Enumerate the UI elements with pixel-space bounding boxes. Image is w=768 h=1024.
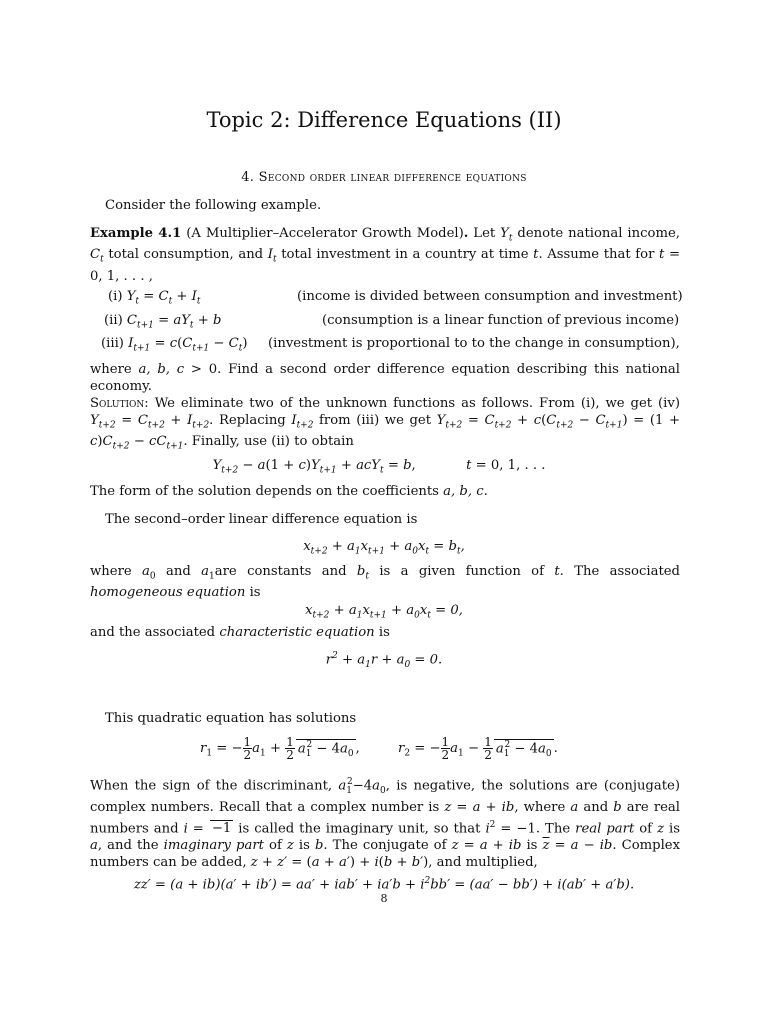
list-item-i: (i) $Y_t = C_t + I_t$ [108, 289, 201, 307]
section-heading: 4. Second order linear difference equations [241, 170, 527, 185]
root-r1: $r_1$ = − $\frac{1}{2}$ $a_1$ + $\frac{1}{2}$ $a_1^2 - 4a_0$ , [200, 735, 360, 762]
example-closing: where a, b, c > 0. Find a second order difference equation describing this national economy. [90, 362, 680, 394]
example-model-name: (A Multiplier–Accelerator Growth Model). [186, 226, 469, 241]
list-item-iii: (iii) $I_{t+1} = c(C_{t+1} - C_t)$ [101, 336, 248, 354]
homogeneous-equation: $x_{t+2} + a_1x_{t+1} + a_0x_t = 0$, [305, 603, 463, 621]
list-item-i-note: (income is divided between consumption and investment) [297, 289, 683, 304]
example-paragraph: Example 4.1 (A Multiplier–Accelerator Growth Model). Let $Y_t$ denote national income, $C_t$ total consumption, and $I_t$ total investment in a country at time t. Assume that for t = 0, 1, . . . , [90, 226, 681, 284]
solution-equation: $Y_{t+2} - a(1 + c)Y_{t+1} + acY_t = b$, t = 0, 1, . . . [212, 458, 546, 476]
homogeneous-term: homogeneous equation [90, 585, 246, 601]
quadratic-intro: This quadratic equation has solutions [105, 711, 357, 726]
solution-equation-range: t = 0, 1, . . . [466, 458, 546, 473]
list-item-ii: (ii) $C_{t+1} = aY_t + b$ [104, 313, 222, 331]
characteristic-equation: $r^2 + a_1r + a_0 = 0$. [325, 651, 443, 671]
characteristic-term: characteristic equation [219, 625, 375, 640]
list-item-iii-note: (investment is proportional to to the change in consumption), [268, 336, 680, 351]
general-equation: $x_{t+2} + a_1x_{t+1} + a_0x_t = b_t$, [303, 539, 465, 557]
solution-label: Solution: [90, 396, 149, 411]
list-item-ii-note: (consumption is a linear function of previous income) [322, 313, 680, 328]
page-title: Topic 2: Difference Equations (II) [206, 108, 562, 132]
general-text-1: where $a_0$ and $a_1are$ constants and $b_t$ is a given function of t. The associated homogeneous equation is [90, 564, 680, 601]
complex-paragraph: When the sign of the discriminant, $a_1^2-4a_0$, is negative, the solutions are (conjugate) complex numbers. Recall that a complex number is z = a + ib, where a and b are real numbers and i = −1 is called the imaginary unit, so that $i^2 = -1$. The real part of z is a, and the imaginary part of z is b. The conjugate of z = a + ib is $\overline{z} = a$ − ib. Complex numbers can be added, z + z′ = (a + a′) + i(b + b′), and multiplied, [90, 777, 681, 870]
page-number: 8 [380, 892, 388, 905]
general-intro: The second–order linear difference equation is [105, 512, 418, 527]
solution-paragraph: Solution: We eliminate two of the unknown functions as follows. From (i), we get (iv) $Y_{t+2} = C_{t+2} + I_{t+2}$. Replacing $I_{t+2}$ from (iii) we get $Y_{t+2} = C_{t+2} + c(C_{t+2} - C_{t+1}) = (1 + c)C_{t+2} - cC_{t+1}$. Finally, use (ii) to obtain [90, 396, 680, 452]
root-r2: $r_2$ = − $\frac{1}{2}$ $a_1$ − $\frac{1}{2}$ $a_1^2 - 4a_0$ . [398, 735, 558, 762]
solution-after: The form of the solution depends on the coefficients a, b, c. [90, 484, 488, 499]
example-label: Example 4.1 [90, 226, 182, 241]
intro-text: Consider the following example. [105, 198, 322, 213]
general-text-2: and the associated characteristic equation is [90, 625, 390, 640]
complex-product: $zz' = (a + ib)(a' + ib') = aa' + iab' + ia'b + i^2bb' = (aa' - bb') + i(ab' + a'b)$. [133, 876, 635, 893]
